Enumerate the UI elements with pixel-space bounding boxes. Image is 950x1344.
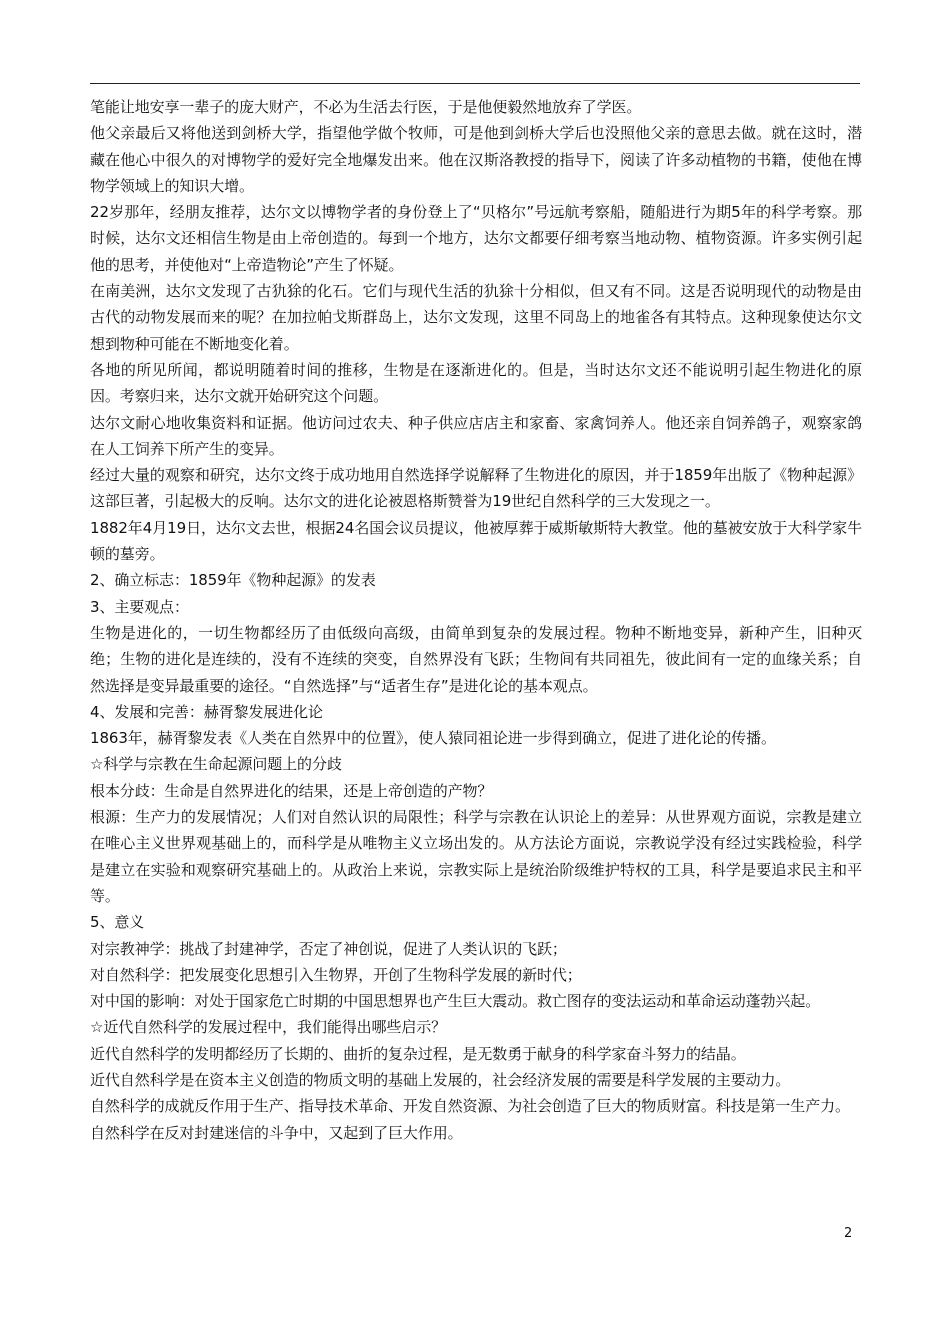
section-heading: 4、发展和完善：赫胥黎发展进化论 [90, 702, 323, 721]
section-heading: ☆科学与宗教在生命起源问题上的分歧 [90, 755, 342, 774]
section-heading: ☆近代自然科学的发展过程中，我们能得出哪些启示？ [90, 1018, 447, 1037]
paragraph: 对自然科学：把发展变化思想引入生物界，开创了生物科学发展的新时代； [90, 965, 582, 984]
section-heading: 5、意义 [90, 913, 145, 932]
header-divider [90, 83, 860, 84]
section-heading: 3、主要观点： [90, 597, 189, 616]
paragraph: 1882年4月19日，达尔文去世，根据24名国会议员提议，他被厚葬于威斯敏斯特大教堂。他的墓被安放于大科学家牛顿的墓旁。 [90, 518, 862, 564]
paragraph: 笔能让地安享一辈子的庞大财产，不必为生活去行医，于是他便毅然地放弃了学医。 [90, 98, 642, 116]
paragraph: 根源：生产力的发展情况；人们对自然认识的局限性；科学与宗教在认识论上的差异：从世界观方面说，宗教是建立在唯心主义世界观基础上的，而科学是从唯物主义立场出发的。从方法论方面说，宗教说学没有经过实践检验，科学是建立在实验和观察研究基础上的。从政治上来说，宗教实际上是统治阶级维护特权的工具，科学是要追求民主和平等。 [90, 808, 862, 905]
paragraph: 自然科学的成就反作用于生产、指导技术革命、开发自然资源、为社会创造了巨大的物质财富。科技是第一生产力。 [90, 1097, 850, 1116]
paragraph: 他父亲最后又将他送到剑桥大学，指望他学做个牧师，可是他到剑桥大学后也没照他父亲的意思去做。就在这时，潜藏在他心中很久的对博物学的爱好完全地爆发出来。他在汉斯洛教授的指导下，阅读了许多动植物的书籍，使他在博物学领域上的知识大增。 [90, 124, 862, 195]
paragraph: 根本分歧：生命是自然界进化的结果，还是上帝创造的产物？ [90, 781, 493, 800]
paragraph: 经过大量的观察和研究，达尔文终于成功地用自然选择学说解释了生物进化的原因，并于1859年出版了《物种起源》这部巨著，引起极大的反响。达尔文的进化论被恩格斯赞誉为19世纪自然科学的三大发现之一。 [90, 466, 862, 511]
paragraph: 近代自然科学的发明都经历了长期的、曲折的复杂过程，是无数勇于献身的科学家奋斗努力的结晶。 [90, 1044, 746, 1063]
paragraph: 1863年，赫胥黎发表《人类在自然界中的位置》，使人猿同祖论进一步得到确立，促进了进化论的传播。 [90, 729, 776, 748]
document-body [90, 94, 862, 1146]
page-number: 2 [844, 1226, 853, 1241]
paragraph: 对宗教神学：挑战了封建神学，否定了神创说，促进了人类认识的飞跃； [90, 939, 567, 958]
paragraph: 近代自然科学是在资本主义创造的物质文明的基础上发展的，社会经济发展的需要是科学发展的主要动力。 [90, 1070, 791, 1089]
section-heading: 2、确立标志：1859年《物种起源》的发表 [90, 571, 376, 590]
paragraph: 达尔文耐心地收集资料和证据。他访问过农夫、种子供应店店主和家畜、家禽饲养人。他还亲自饲养鸽子，观察家鸽在人工饲养下所产生的变异。 [90, 413, 862, 458]
paragraph: 对中国的影响：对处于国家危亡时期的中国思想界也产生巨大震动。救亡图存的变法运动和革命运动蓬勃兴起。 [90, 992, 821, 1011]
paragraph: 在南美洲，达尔文发现了古犰狳的化石。它们与现代生活的犰狳十分相似，但又有不同。这是否说明现代的动物是由古代的动物发展而来的呢？在加拉帕戈斯群岛上，达尔文发现，这里不同岛上的地雀各有其特点。这种现象使达尔文想到物种可能在不断地变化着。 [90, 282, 862, 353]
paragraph: 22岁那年，经朋友推荐，达尔文以博物学者的身份登上了“贝格尔”号远航考察船，随船进行为期5年的科学考察。那时候，达尔文还相信生物是由上帝创造的。每到一个地方，达尔文都要仔细考察当地动物、植物资源。许多实例引起他的思考，并使他对“上帝造物论”产生了怀疑。 [90, 203, 862, 274]
paragraph: 自然科学在反对封建迷信的斗争中，又起到了巨大作用。 [90, 1123, 463, 1142]
paragraph: 生物是进化的，一切生物都经历了由低级向高级，由简单到复杂的发展过程。物种不断地变异，新种产生，旧种灭绝；生物的进化是连续的，没有不连续的突变，自然界没有飞跃；生物间有共同祖先，彼此间有一定的血缘关系；自然选择是变异最重要的途径。“自然选择”与“适者生存”是进化论的基本观点。 [90, 623, 862, 695]
paragraph: 各地的所见所闻，都说明随着时间的推移，生物是在逐渐进化的。但是，当时达尔文还不能说明引起生物进化的原因。考察归来，达尔文就开始研究这个问题。 [90, 360, 862, 406]
